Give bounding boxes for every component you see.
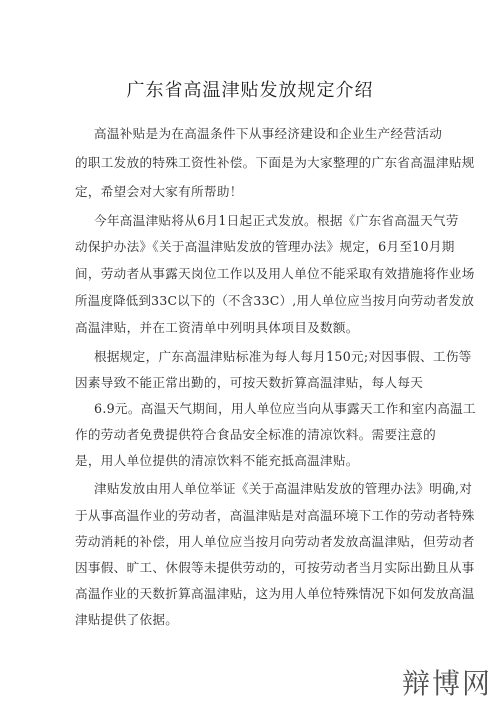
text-line: 6.9元。高温天气期间，用人单位应当向从事露天工作和室内高温工	[94, 401, 476, 416]
text-line: 高温补贴是为在高温条件下从事经济建设和企业生产经营活动	[94, 126, 443, 141]
text-line: 定，希望会对大家有所帮助！	[75, 184, 243, 199]
text-line: 根据规定，广东高温津贴标准为每人每月150元;对因事假、工伤等	[94, 349, 472, 364]
text-line: 今年高温津贴将从6月1日起正式发放。根据《广东省高温天气劳	[94, 213, 459, 228]
text-line: 津贴提供了依据。	[75, 612, 179, 627]
text-line: 作的劳动者免费提供符合食品安全标准的清凉饮料。需要注意的	[75, 427, 437, 442]
text-line: 于从事高温作业的劳动者，高温津贴是对高温环境下工作的劳动者特殊	[75, 508, 475, 523]
text-line: 因素导致不能正常出勤的，可按天数折算高温津贴，每人每天	[75, 375, 424, 390]
watermark-logo: 辩博网	[401, 667, 492, 700]
text-line: 津贴发放由用人单位举证《关于高温津贴发放的管理办法》明确,对	[94, 481, 473, 496]
text-line: 动保护办法》《关于高温津贴发放的管理办法》规定，6月至10月期	[75, 239, 455, 254]
text-line: 因事假、旷工、休假等未提供劳动的，可按劳动者当月实际出勤且从事	[75, 560, 475, 575]
text-line: 所温度降低到33C以下的（不含33C）,用人单位应当按月向劳动者发放	[75, 293, 475, 308]
text-line: 高温津贴，并在工资清单中列明具体项目及数额。	[75, 320, 359, 335]
text-line: 间，劳动者从事露天岗位工作以及用人单位不能采取有效措施将作业场	[75, 266, 475, 281]
text-line: 是，用人单位提供的清凉饮料不能充抵高温津贴。	[75, 453, 359, 468]
text-line: 劳动消耗的补偿，用人单位应当按月向劳动者发放高温津贴，但劳动者	[75, 534, 475, 549]
text-line: 高温作业的天数折算高温津贴，这为用人单位特殊情况下如何发放高温	[75, 586, 475, 601]
text-line: 的职工发放的特殊工资性补偿。下面是为大家整理的广东省高温津贴规	[75, 155, 475, 170]
page-title: 广东省高温津贴发放规定介绍	[126, 80, 374, 101]
